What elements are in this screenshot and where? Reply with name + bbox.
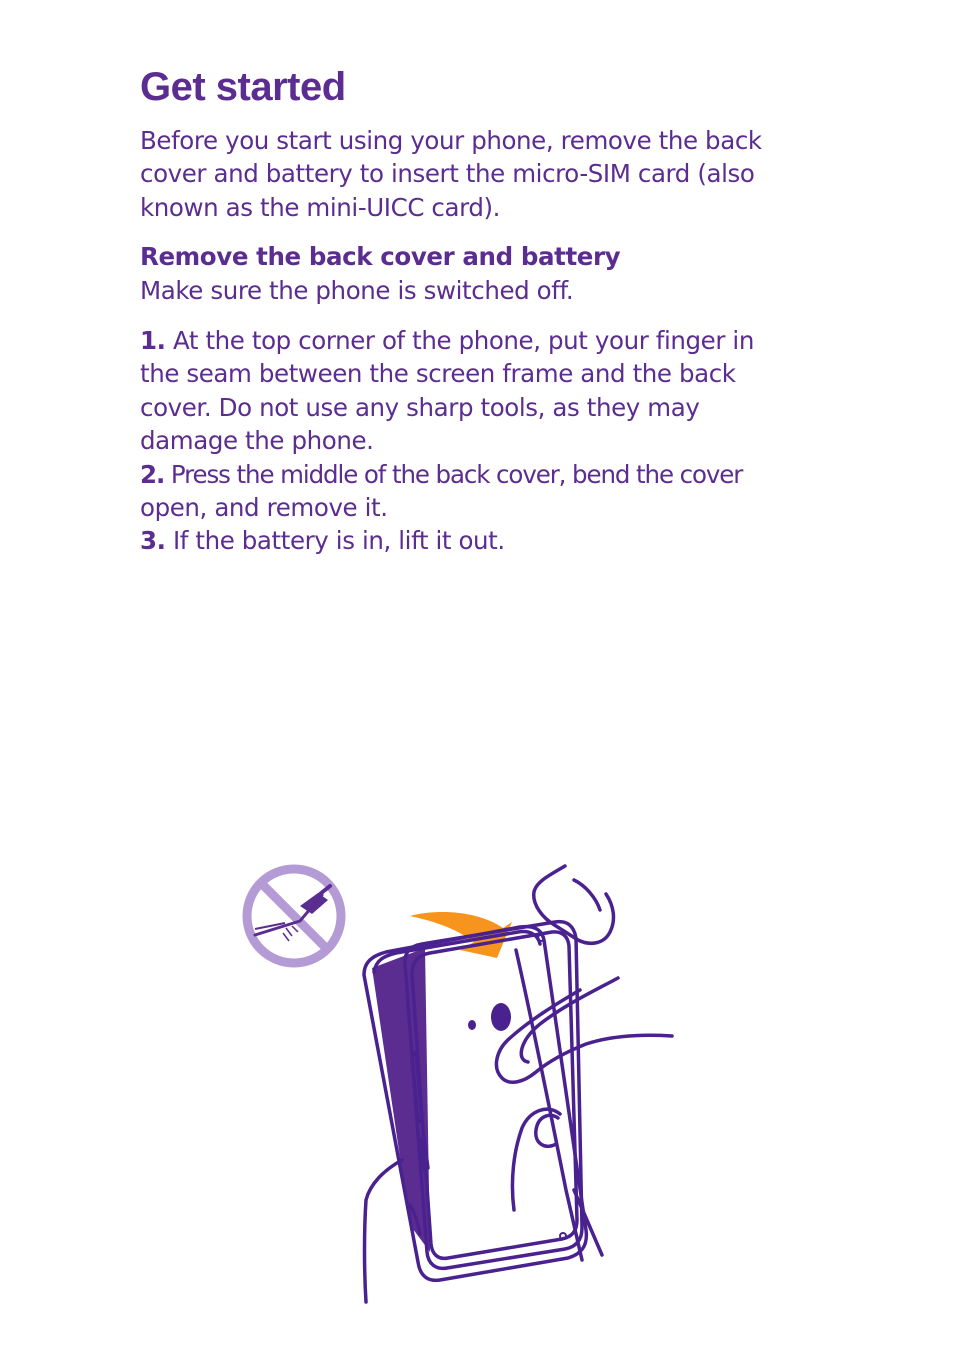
step-1-line: damage the phone. xyxy=(140,426,374,456)
step-2-number: 2. xyxy=(140,459,165,489)
step-2-text: Press the middle of the back cover, bend the cover xyxy=(164,459,743,489)
section-note: Make sure the phone is switched off. xyxy=(140,275,574,305)
step-1-number: 1. xyxy=(140,326,166,356)
step-3-line xyxy=(140,524,790,557)
step-1-line xyxy=(140,324,790,357)
step-2-line: open, and remove it. xyxy=(140,493,388,523)
step-1-line: cover. Do not use any sharp tools, as they may xyxy=(140,392,700,422)
hand-icon xyxy=(365,866,673,1302)
section-heading: Remove the back cover and battery xyxy=(140,242,621,272)
instructions xyxy=(140,124,790,558)
intro-line: cover and battery to insert the micro-SIM card (also xyxy=(140,159,755,189)
step-2-line xyxy=(140,458,790,491)
step-3-number: 3. xyxy=(140,526,166,556)
orange-arrow-icon xyxy=(410,912,512,958)
step-1-text: At the top corner of the phone, put your finger in xyxy=(165,326,754,356)
phone-icon xyxy=(364,922,586,1281)
intro-line: Before you start using your phone, remove the back xyxy=(140,126,762,155)
page-title: Get started xyxy=(140,65,346,109)
intro-line: known as the mini-UICC card). xyxy=(140,192,501,222)
no-sharp-tools-icon xyxy=(247,869,341,963)
step-1-line: the seam between the screen frame and the back xyxy=(140,359,736,389)
step-3-text: If the battery is in, lift it out. xyxy=(165,526,505,556)
